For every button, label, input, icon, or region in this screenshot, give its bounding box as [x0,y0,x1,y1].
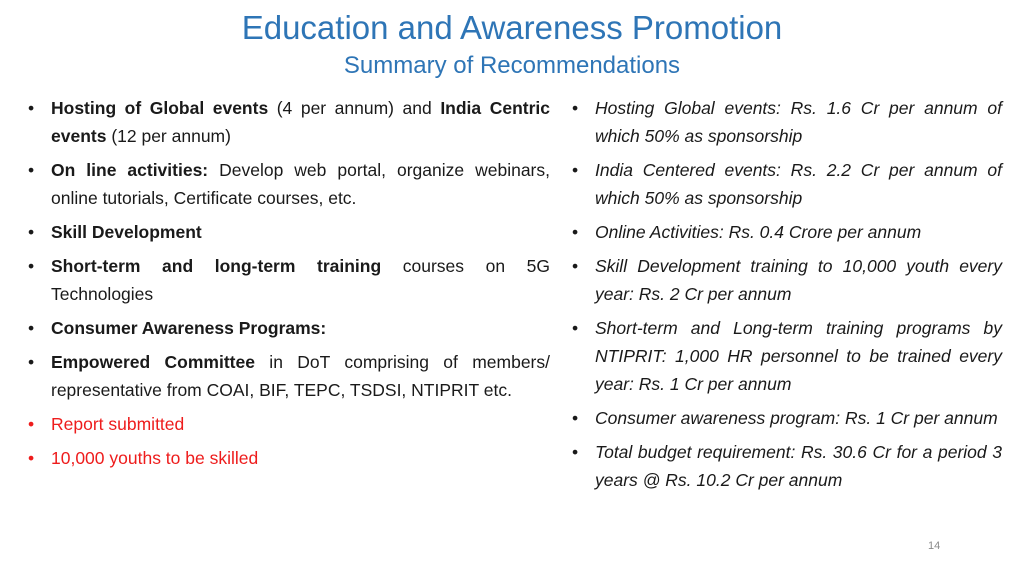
recommendations-list [28,94,550,478]
list-item-skill [28,218,550,246]
slide-subtitle: Summary of Recommendations [343,52,681,79]
budget-item [572,218,1002,246]
bullet-icon: • [572,442,579,462]
list-item-hosting [28,94,550,150]
item-bold: Hosting of Global events [51,98,269,118]
list-item-committee [28,348,550,404]
list-item-youths [28,444,550,472]
item-text: Develop web portal, organize webinars, online tutorials, Certificate courses, etc. [51,160,550,208]
bullet-icon: • [28,222,35,242]
item-bold: Consumer Awareness Programs: [51,318,327,338]
budget-item [572,156,1002,212]
item-text: in DoT comprising of members/ representative from COAI, BIF, TEPC, TSDSI, NTIPRIT etc. [51,352,551,400]
budget-item [572,252,1002,308]
bullet-icon: • [28,448,35,468]
item-bold: Skill Development [51,222,202,242]
item-bold: India Centric events [51,98,550,146]
item-text: courses on 5G Technologies [51,256,551,304]
bullet-icon: • [28,352,35,372]
item-bold: Empowered Committee [51,352,255,372]
budget-item-text: Total budget requirement: Rs. 30.6 Cr for a period 3 years @ Rs. 10.2 Cr per annum [595,442,1002,490]
budget-item [572,438,1002,494]
bullet-icon: • [572,222,579,242]
budget-item [572,404,1002,432]
item-text: Report submitted [51,414,185,434]
item-text: 10,000 youths to be skilled [51,448,259,468]
list-item-training [28,252,550,308]
bullet-icon: • [572,408,579,428]
budget-item-text: Short-term and Long-term training programs by NTIPRIT: 1,000 HR personnel to be trained every year: Rs. 1 Cr per annum [595,318,1002,394]
page-number: 14 [928,540,941,552]
budget-item [572,314,1002,398]
item-bold: On line activities: [51,160,209,180]
list-item-report [28,410,550,438]
bullet-icon: • [572,318,579,338]
bullet-icon: • [28,160,35,180]
budget-item-text: India Centered events: Rs. 2.2 Cr per annum of which 50% as sponsorship [595,160,1002,208]
item-text: (12 per annum) [106,126,231,146]
list-item-online [28,156,550,212]
budget-item-text: Online Activities: Rs. 0.4 Crore per annum [595,222,922,242]
budget-item-text: Consumer awareness program: Rs. 1 Cr per annum [595,408,998,428]
bullet-icon: • [28,414,35,434]
bullet-icon: • [28,318,35,338]
item-bold: Short-term and long-term training [51,256,382,276]
bullet-icon: • [572,160,579,180]
bullet-icon: • [28,98,35,118]
budget-item-text: Hosting Global events: Rs. 1.6 Cr per annum of which 50% as sponsorship [595,98,1002,146]
bullet-icon: • [572,98,579,118]
list-item-consumer [28,314,550,342]
bullet-icon: • [28,256,35,276]
budget-item [572,94,1002,150]
bullet-icon: • [572,256,579,276]
item-text: (4 per annum) and [268,98,441,118]
budget-item-text: Skill Development training to 10,000 youth every year: Rs. 2 Cr per annum [595,256,1002,304]
budget-list [572,94,1002,500]
slide-title: Education and Awareness Promotion [241,9,783,46]
